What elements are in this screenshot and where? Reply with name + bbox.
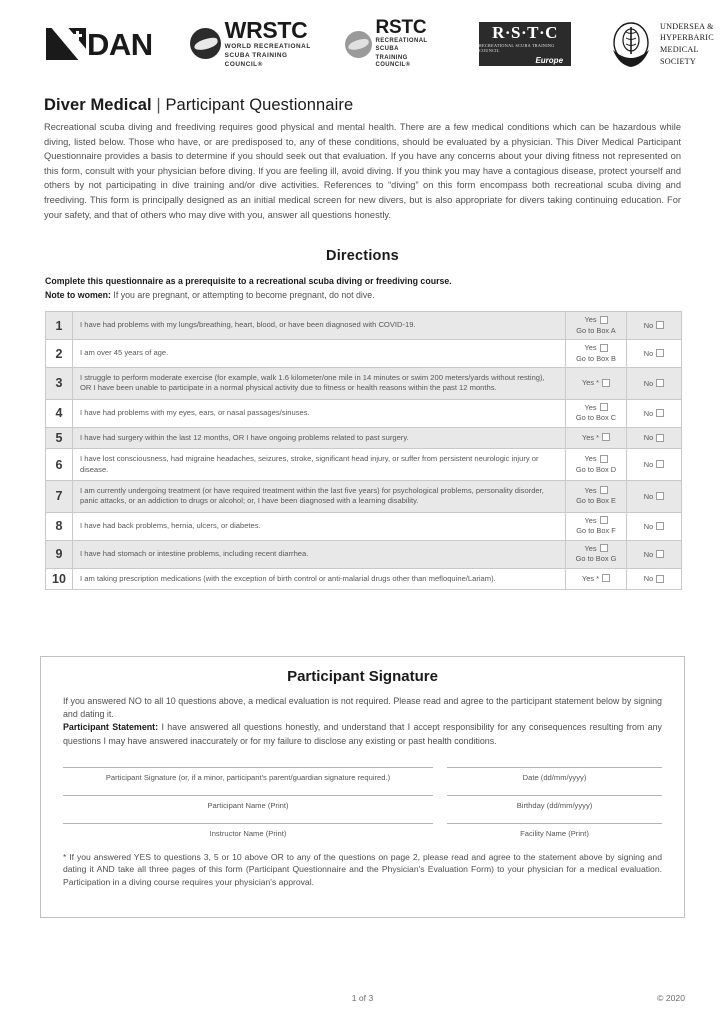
yes-checkbox[interactable] bbox=[600, 455, 608, 463]
rstc-europe-region: Europe bbox=[535, 55, 564, 65]
uhms-line1: UNDERSEA & bbox=[660, 21, 714, 31]
answer-yes-cell[interactable] bbox=[566, 512, 627, 540]
no-label: No bbox=[643, 521, 654, 531]
question-row bbox=[46, 568, 682, 589]
yes-checkbox[interactable] bbox=[602, 574, 610, 582]
yes-checkbox[interactable] bbox=[602, 433, 610, 441]
yes-goto-box-note: Go to Box A bbox=[576, 325, 616, 335]
directions-notes bbox=[45, 275, 682, 302]
signature-write-line[interactable] bbox=[447, 823, 662, 824]
dan-logo bbox=[46, 28, 153, 60]
no-checkbox[interactable] bbox=[656, 492, 664, 500]
signature-field-label: Date (dd/mm/yyyy) bbox=[522, 772, 587, 782]
answer-yes-cell[interactable] bbox=[566, 340, 627, 368]
no-label: No bbox=[643, 491, 654, 501]
signature-field-label: Instructor Name (Print) bbox=[209, 828, 287, 838]
question-number: 5 bbox=[46, 427, 73, 448]
page-title-rest: Participant Questionnaire bbox=[165, 96, 354, 114]
uhms-logo bbox=[609, 20, 725, 68]
signature-field-right[interactable] bbox=[447, 795, 662, 810]
answer-no-cell[interactable] bbox=[627, 312, 682, 340]
signature-fields bbox=[63, 767, 662, 838]
copyright-notice: © 2020 bbox=[657, 993, 685, 1003]
rstc-europe-sub: RECREATIONAL SCUBA TRAINING COUNCIL bbox=[479, 42, 555, 53]
yes-checkbox[interactable] bbox=[600, 344, 608, 352]
yes-checkbox[interactable] bbox=[600, 403, 608, 411]
no-checkbox[interactable] bbox=[656, 550, 664, 558]
answer-yes-cell[interactable] bbox=[566, 481, 627, 513]
participant-signature-panel bbox=[40, 656, 685, 918]
signature-write-line[interactable] bbox=[63, 823, 433, 824]
question-text: I have had back problems, hernia, ulcers, or diabetes. bbox=[73, 512, 566, 540]
uhms-line2: HYPERBARIC bbox=[660, 33, 714, 43]
signature-field-right[interactable] bbox=[447, 767, 662, 782]
signature-field-left[interactable] bbox=[63, 767, 433, 782]
question-row bbox=[46, 481, 682, 513]
signature-field-row bbox=[63, 823, 662, 838]
yes-label: Yes * bbox=[582, 378, 599, 388]
note-to-women bbox=[45, 289, 682, 303]
participant-statement-label: Participant Statement: bbox=[63, 722, 159, 733]
questions-table-body bbox=[46, 312, 682, 590]
yes-goto-box-note: Go to Box B bbox=[576, 353, 616, 363]
yes-checkbox[interactable] bbox=[600, 544, 608, 552]
rstc-europe-main: R·S·T·C bbox=[492, 22, 558, 42]
signature-field-left[interactable] bbox=[63, 823, 433, 838]
page-number: 1 of 3 bbox=[351, 993, 374, 1003]
wrstc-logo bbox=[190, 16, 316, 69]
no-checkbox[interactable] bbox=[656, 575, 664, 583]
yes-label: Yes bbox=[584, 454, 597, 464]
answer-no-cell[interactable] bbox=[627, 512, 682, 540]
page-title-separator: | bbox=[151, 96, 166, 114]
yes-label: Yes * bbox=[582, 432, 599, 442]
question-text: I have lost consciousness, had migraine headaches, seizures, stroke, significant head injury, or suffer from persistent neurologic injury or disease. bbox=[73, 449, 566, 481]
question-text: I have had problems with my eyes, ears, or nasal passages/sinuses. bbox=[73, 399, 566, 427]
signature-write-line[interactable] bbox=[63, 795, 433, 796]
question-number: 3 bbox=[46, 368, 73, 400]
note-to-women-label: Note to women: bbox=[45, 289, 111, 300]
question-row bbox=[46, 427, 682, 448]
answer-no-cell[interactable] bbox=[627, 568, 682, 589]
yes-checkbox[interactable] bbox=[600, 516, 608, 524]
note-to-women-text: If you are pregnant, or attempting to become pregnant, do not dive. bbox=[110, 289, 375, 300]
signature-field-row bbox=[63, 767, 662, 782]
no-label: No bbox=[643, 320, 654, 330]
yes-label: Yes bbox=[584, 485, 597, 495]
question-number: 7 bbox=[46, 481, 73, 513]
yes-label: Yes * bbox=[582, 573, 599, 583]
signature-write-line[interactable] bbox=[447, 795, 662, 796]
yes-checkbox[interactable] bbox=[600, 486, 608, 494]
question-row bbox=[46, 512, 682, 540]
wrstc-logo-sub1: WORLD RECREATIONAL bbox=[224, 42, 311, 50]
logo-bar bbox=[0, 0, 725, 88]
page-title bbox=[44, 96, 353, 115]
wrstc-logo-sub2: SCUBA TRAINING COUNCIL® bbox=[224, 52, 288, 68]
answer-yes-cell[interactable] bbox=[566, 568, 627, 589]
answer-yes-cell[interactable] bbox=[566, 399, 627, 427]
question-row bbox=[46, 312, 682, 340]
signature-intro-text: If you answered NO to all 10 questions above, a medical evaluation is not required. Please read and agree to the participant statement below by signing and dating it. bbox=[63, 696, 662, 720]
question-row bbox=[46, 368, 682, 400]
no-checkbox[interactable] bbox=[656, 379, 664, 387]
question-number: 6 bbox=[46, 449, 73, 481]
globe-icon bbox=[190, 28, 221, 59]
rstc-logo-sub2: TRAINING COUNCIL® bbox=[375, 54, 411, 69]
answer-yes-cell[interactable] bbox=[566, 427, 627, 448]
uhms-line3: MEDICAL SOCIETY bbox=[660, 45, 699, 66]
question-row bbox=[46, 399, 682, 427]
question-row bbox=[46, 449, 682, 481]
no-label: No bbox=[643, 433, 654, 443]
rstc-logo-main: RSTC bbox=[375, 16, 427, 38]
no-label: No bbox=[643, 408, 654, 418]
question-text: I am over 45 years of age. bbox=[73, 340, 566, 368]
question-number: 4 bbox=[46, 399, 73, 427]
question-number: 9 bbox=[46, 540, 73, 568]
answer-yes-cell[interactable] bbox=[566, 540, 627, 568]
questions-table bbox=[45, 311, 682, 590]
signature-field-label: Birthday (dd/mm/yyyy) bbox=[516, 800, 593, 810]
signature-field-row bbox=[63, 795, 662, 810]
yes-goto-box-note: Go to Box C bbox=[575, 413, 617, 423]
no-label: No bbox=[643, 348, 654, 358]
question-number: 2 bbox=[46, 340, 73, 368]
signature-write-line[interactable] bbox=[447, 767, 662, 768]
participant-statement-text: I have answered all questions honestly, and understand that I accept responsibility for any consequences resulting from any questions I may have answered inaccurately or for my failure to disclose any existing or past health conditions. bbox=[63, 722, 662, 746]
caduceus-helmet-icon bbox=[609, 20, 653, 68]
no-label: No bbox=[643, 459, 654, 469]
answer-no-cell[interactable] bbox=[627, 399, 682, 427]
uhms-logo-text bbox=[660, 21, 725, 68]
no-checkbox[interactable] bbox=[656, 460, 664, 468]
question-row bbox=[46, 540, 682, 568]
yes-label: Yes bbox=[584, 402, 597, 412]
yes-goto-box-note: Go to Box F bbox=[576, 526, 616, 536]
yes-label: Yes bbox=[584, 543, 597, 553]
no-label: No bbox=[643, 574, 654, 584]
answer-no-cell[interactable] bbox=[627, 340, 682, 368]
signature-heading: Participant Signature bbox=[287, 668, 438, 685]
dan-logo-text: DAN bbox=[87, 26, 153, 62]
signature-field-label: Participant Signature (or, if a minor, participant's parent/guardian signature required.) bbox=[105, 772, 391, 782]
rstc-europe-logo bbox=[479, 22, 571, 66]
signature-footnote: * If you answered YES to questions 3, 5 or 10 above OR to any of the questions on page 2, please read and agree to the statement above by signing and dating it AND take all three pages of this form (Participant Questionnaire and the Physician's Evaluation Form) to your physician for a medical evaluation. Participation in a diving course requires your physician's approval. bbox=[63, 851, 662, 887]
dive-flag-icon bbox=[46, 28, 86, 60]
question-text: I have had problems with my lungs/breathing, heart, blood, or have been diagnosed with COVID-19. bbox=[73, 312, 566, 340]
question-number: 10 bbox=[46, 568, 73, 589]
intro-paragraph: Recreational scuba diving and freediving requires good physical and mental health. There are a few medical conditions which can be hazardous while diving, listed below. Those who have, or are predisposed to, any of these conditions, should be evaluated by a physician. This Diver Medical Participant Questionnaire provides a basis to determine if you should seek out that evaluation. If you have any concerns about your diving fitness not represented on this form, consult with your physician before diving. If you are feeling ill, avoid diving. If you think you may have a contagious disease, protect yourself and others by not participating in dive training and/or dive activities. References to “diving” on this form encompass both recreational scuba diving and freediving. This form is principally designed as an initial medical screen for new divers, but is also appropriate for divers taking continuing education. For your safety, and that of others who may dive with you, answer all questions honestly. bbox=[44, 122, 681, 220]
question-number: 8 bbox=[46, 512, 73, 540]
prerequisite-text: Complete this questionnaire as a prerequisite to a recreational scuba diving or freediving course. bbox=[45, 276, 452, 286]
question-text: I struggle to perform moderate exercise (for example, walk 1.6 kilometer/one mile in 14 minutes or swim 200 meters/yards without resting), OR I have been unable to participate in a normal physical activity due to fitness or health reasons within the past 12 months. bbox=[73, 368, 566, 400]
answer-no-cell[interactable] bbox=[627, 540, 682, 568]
no-label: No bbox=[643, 378, 654, 388]
question-number: 1 bbox=[46, 312, 73, 340]
answer-no-cell[interactable] bbox=[627, 481, 682, 513]
signature-field-label: Participant Name (Print) bbox=[207, 800, 289, 810]
no-label: No bbox=[643, 549, 654, 559]
yes-checkbox[interactable] bbox=[600, 316, 608, 324]
yes-label: Yes bbox=[584, 343, 597, 352]
no-checkbox[interactable] bbox=[656, 321, 664, 329]
yes-label: Yes bbox=[584, 315, 597, 324]
rstc-logo-sub1: RECREATIONAL SCUBA bbox=[375, 37, 428, 52]
question-text: I am currently undergoing treatment (or have required treatment within the last five years) for psychological problems, personality disorder, panic attacks, or an addiction to drugs or alcohol; or, I have been diagnosed with a learning disability. bbox=[73, 481, 566, 513]
no-checkbox[interactable] bbox=[656, 349, 664, 357]
signature-intro bbox=[63, 695, 662, 748]
yes-checkbox[interactable] bbox=[602, 379, 610, 387]
no-checkbox[interactable] bbox=[656, 522, 664, 530]
yes-goto-box-note: Go to Box D bbox=[575, 464, 617, 474]
no-checkbox[interactable] bbox=[656, 434, 664, 442]
rstc-logo bbox=[345, 18, 443, 70]
yes-label: Yes bbox=[584, 515, 597, 525]
question-text: I have had stomach or intestine problems, including recent diarrhea. bbox=[73, 540, 566, 568]
signature-field-right[interactable] bbox=[447, 823, 662, 838]
signature-field-left[interactable] bbox=[63, 795, 433, 810]
directions-heading: Directions bbox=[326, 248, 399, 264]
question-text: I am taking prescription medications (with the exception of birth control or anti-malarial drugs other than mefloquine/Lariam). bbox=[73, 568, 566, 589]
page-title-bold: Diver Medical bbox=[44, 96, 152, 114]
wrstc-logo-main: WRSTC bbox=[224, 16, 308, 43]
answer-no-cell[interactable] bbox=[627, 449, 682, 481]
signature-write-line[interactable] bbox=[63, 767, 433, 768]
answer-yes-cell[interactable] bbox=[566, 368, 627, 400]
answer-yes-cell[interactable] bbox=[566, 449, 627, 481]
answer-no-cell[interactable] bbox=[627, 368, 682, 400]
yes-goto-box-note: Go to Box E bbox=[576, 496, 616, 506]
yes-goto-box-note: Go to Box G bbox=[575, 554, 617, 564]
question-row bbox=[46, 340, 682, 368]
answer-no-cell[interactable] bbox=[627, 427, 682, 448]
globe-icon bbox=[345, 31, 372, 58]
no-checkbox[interactable] bbox=[656, 409, 664, 417]
signature-field-label: Facility Name (Print) bbox=[520, 828, 589, 838]
answer-yes-cell[interactable] bbox=[566, 312, 627, 340]
question-text: I have had surgery within the last 12 months, OR I have ongoing problems related to past surgery. bbox=[73, 427, 566, 448]
